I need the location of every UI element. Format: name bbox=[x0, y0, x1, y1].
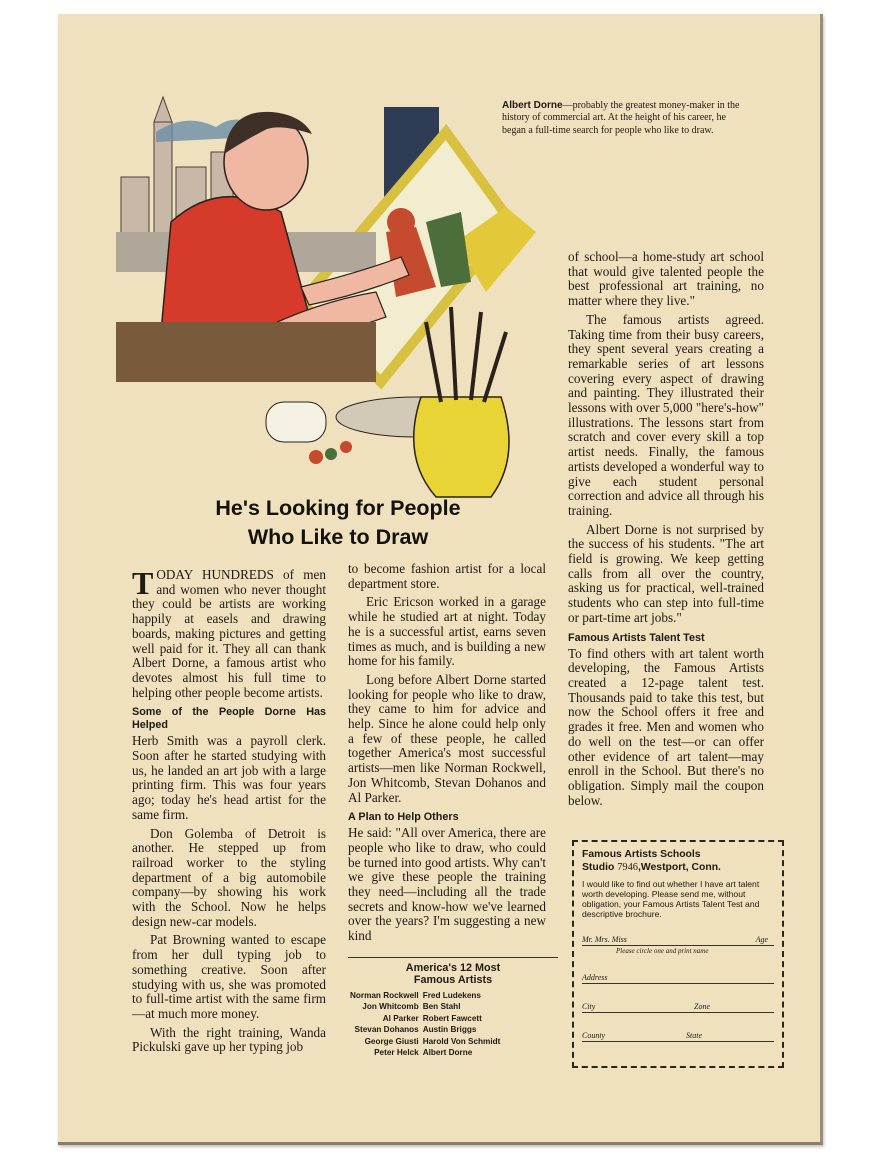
name-hint: Please circle one and print name bbox=[616, 947, 709, 955]
artist-name: Austin Briggs bbox=[422, 1025, 477, 1035]
caption-text: —probably the greatest money-maker in the history of commercial art. At the height of his career, he began a full-time search for people who like to draw. bbox=[502, 100, 740, 136]
county-state-field[interactable] bbox=[582, 1029, 774, 1042]
col2-para-1: to become fashion artist for a local department store. bbox=[348, 561, 546, 591]
col1-para-5: With the right training, Wanda Pickulski gave up her typing job bbox=[132, 1024, 326, 1055]
subhead-talent-test: Famous Artists Talent Test bbox=[568, 631, 705, 644]
artist-name: Harold Von Schmidt bbox=[422, 1036, 501, 1046]
column-3 bbox=[568, 250, 764, 812]
city-label: City bbox=[582, 1002, 596, 1011]
dropcap: T bbox=[132, 565, 154, 601]
name-field[interactable] bbox=[582, 933, 774, 946]
artist-name: Robert Fawcett bbox=[422, 1013, 482, 1023]
col2-para-4: He said: "All over America, there are people who like to draw, who could be turned into good artists. Why can't we give these people the training they need—including all the trade secrets and know-how we've learned over the years? I'm suggesting a new kind bbox=[348, 825, 546, 944]
artist-row bbox=[348, 1036, 502, 1047]
address-label: Address bbox=[582, 973, 608, 982]
illustration-caption bbox=[502, 100, 752, 137]
lead-caps: ODAY HUNDREDS bbox=[156, 567, 274, 582]
artist-name: Norman Rockwell bbox=[350, 991, 419, 1000]
city-zone-field[interactable] bbox=[582, 1000, 774, 1013]
artists-title-2: Famous Artists bbox=[413, 974, 493, 986]
artist-name: Al Parker bbox=[382, 1013, 419, 1023]
col1-para-1 bbox=[132, 565, 326, 700]
headline-line2: Who Like to Draw bbox=[247, 525, 429, 549]
address-field[interactable] bbox=[582, 971, 774, 984]
artists-table bbox=[348, 990, 502, 1058]
studio-label: Studio bbox=[582, 862, 615, 873]
subhead-plan: A Plan to Help Others bbox=[348, 811, 459, 824]
col2-para-2: Eric Ericson worked in a garage while he studied art at night. Today he is a successful artist, earns seven times as much, and is building a new home for his family. bbox=[348, 594, 546, 669]
column-2 bbox=[348, 562, 546, 948]
age-label: Age bbox=[755, 935, 768, 944]
zone-label: Zone bbox=[694, 1002, 710, 1011]
coupon-city: ,Westport, Conn. bbox=[638, 862, 721, 873]
artist-name: Fred Ludekens bbox=[422, 991, 481, 1000]
col3-para-2: The famous artists agreed. Taking time from their busy careers, they spent several years creating a remarkable series of art lessons covering every aspect of drawing and painting. They illustrated their lessons with over 5,000 "here's-how" illustrations. The lessons start from scratch and cover every skill a top artist needs. Finally, the famous artists developed a wonderful way to give each student personal correction and advice all through his training. bbox=[568, 311, 764, 518]
col1-para-4: Pat Browning wanted to escape from her dull typing job to something creative. Soon after studying with us, she was promoted to full-time artist with the same firm—at much more money. bbox=[132, 932, 326, 1021]
artist-row bbox=[348, 1024, 502, 1035]
county-label: County bbox=[582, 1031, 606, 1040]
col1-para-3: Don Golemba of Detroit is another. He stepped up from railroad worker to the styling department of a big automobile company—by showing his work with the School. Now he helps design new-car models. bbox=[132, 825, 326, 929]
col3-para-1: of school—a home-study art school that would give talented people the best professional art training, no matter where they live." bbox=[568, 249, 764, 309]
col2-para-3: Long before Albert Dorne started looking for people who like to draw, they came to him for advice and help. Since he alone could help only a few of these people, he called together America's most successful artists—men like Norman Rockwell, Jon Whitcomb, Stevan Dohanos and Al Parker. bbox=[348, 671, 546, 805]
headline bbox=[178, 494, 498, 552]
magazine-page bbox=[58, 14, 823, 1145]
state-label: State bbox=[686, 1031, 702, 1040]
col3-para-3: Albert Dorne is not surprised by the success of his students. "The art field is growing. We keep getting calls from all over the country, asking us for practical, well-trained students who can step into full-time or part-time art jobs." bbox=[568, 521, 764, 625]
artist-row bbox=[348, 1013, 502, 1024]
headline-line1: He's Looking for People bbox=[215, 496, 461, 520]
caption-name: Albert Dorne bbox=[502, 100, 563, 111]
artist-name: Jon Whitcomb bbox=[362, 1002, 419, 1012]
col1-p1-text: of men and women who never thought they could be artists are working happily at easels and drawing boards, making pictures and getting well paid for it. They all can thank Albert Dorne, a famous artist who devotes almost his full time to helping other people become artists. bbox=[132, 567, 326, 700]
artist-name: Ben Stahl bbox=[422, 1002, 461, 1012]
artist-name: Peter Helck bbox=[374, 1048, 419, 1058]
famous-artists-box bbox=[348, 957, 558, 1058]
studio-number: 7946 bbox=[617, 862, 638, 873]
name-prefix: Mr. Mrs. Miss bbox=[582, 935, 627, 944]
col3-para-4: To find others with art talent worth developing, the Famous Artists created a 12-page talent test. Thousands paid to take this test, but now the School offers it free and grades it free. Men and women who do well on the test—or can offer other evidence of art talent—may enroll in the School. But there's no obligation. Simply mail the coupon below. bbox=[568, 645, 764, 808]
column-1 bbox=[132, 565, 326, 1059]
col1-para-2: Herb Smith was a payroll clerk. Soon after he started studying with us, he landed an art job with a large printing firm. This was four years ago; today he's head artist for the same firm. bbox=[132, 733, 326, 822]
artists-title-1: America's 12 Most bbox=[405, 962, 501, 974]
artist-row bbox=[348, 990, 502, 1001]
artist-row bbox=[348, 1047, 502, 1058]
subhead-people-helped: Some of the People Dorne Has Helped bbox=[132, 706, 326, 732]
artist-name: George Giusti bbox=[364, 1036, 419, 1046]
artist-name: Stevan Dohanos bbox=[354, 1025, 419, 1035]
artist-row bbox=[348, 1001, 502, 1012]
artist-name: Albert Dorne bbox=[422, 1048, 473, 1058]
coupon-studio-line bbox=[582, 861, 774, 874]
albert-dorne-illustration bbox=[116, 82, 546, 502]
coupon-body: I would like to find out whether I have art talent worth developing. Please send me, without obligation, your Famous Artists Talent Test and descriptive brochure. bbox=[582, 879, 760, 919]
coupon-title: Famous Artists Schools bbox=[582, 849, 701, 860]
divider bbox=[348, 957, 558, 958]
mail-coupon[interactable] bbox=[572, 840, 784, 1068]
